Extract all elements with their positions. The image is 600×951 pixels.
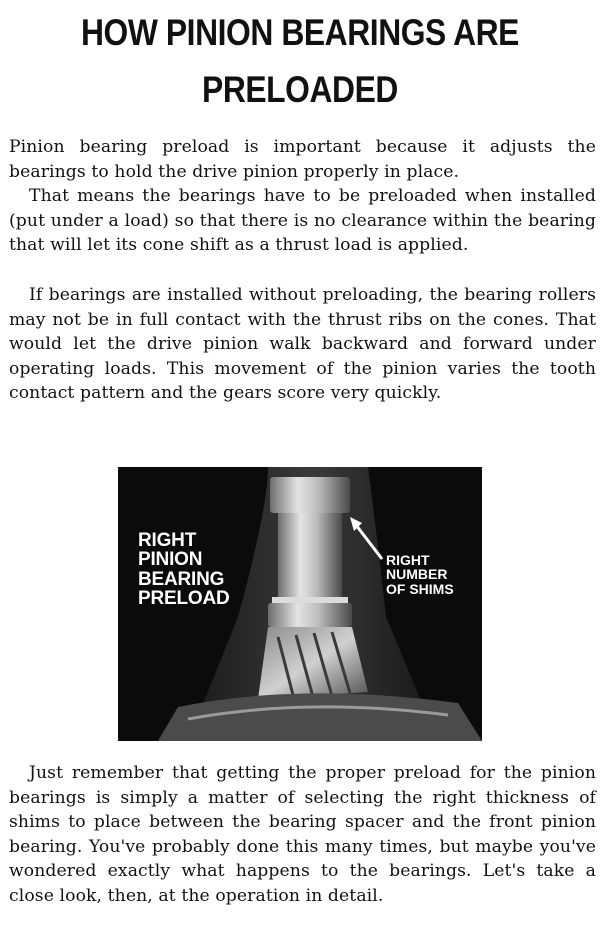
paragraph-preload-definition: That means the bearings have to be preloaded when installed (put under a load) so that there is no clearance within the bearing that will let its cone shift as a thrust load is applied. [9,186,596,255]
label-right-pinion-bearing-preload: RIGHT PINION BEARING PRELOAD [138,530,230,610]
label-right-number-of-shims: RIGHT NUMBER OF SHIMS [386,552,454,597]
paragraph-conclusion: Just remember that getting the proper preload for the pinion bearings is simply a matter of selecting the right thickness of shims to place between the bearing spacer and the front pinion bearing. You've probably done this many times, but maybe you've wondered exactly what happens to the bearings. Let's take a close look, then, at the operation in detail. [9,763,596,906]
bearing-spacer-shape [278,513,342,601]
paragraph-intro: Pinion bearing preload is important because it adjusts the bearings to hold the drive pinion properly in place. [9,137,596,182]
page-title-line-1: HOW PINION BEARINGS ARE [81,12,519,53]
page-title [42,4,558,118]
pinion-bearing-photo [118,467,482,741]
page-title-line-2: PRELOADED [202,69,398,110]
paragraph-without-preload: If bearings are installed without preloading, the bearing rollers may not be in full contact with the thrust ribs on the cones. That would let the drive pinion walk backward and forward under operating loads. This movement of the pinion varies the tooth contact pattern and the gears score very quickly. [9,285,596,403]
pinion-gear-shape [258,627,368,699]
shim-shape [272,597,348,603]
front-bearing-shape [270,477,350,513]
rear-bearing-shape [268,603,352,627]
